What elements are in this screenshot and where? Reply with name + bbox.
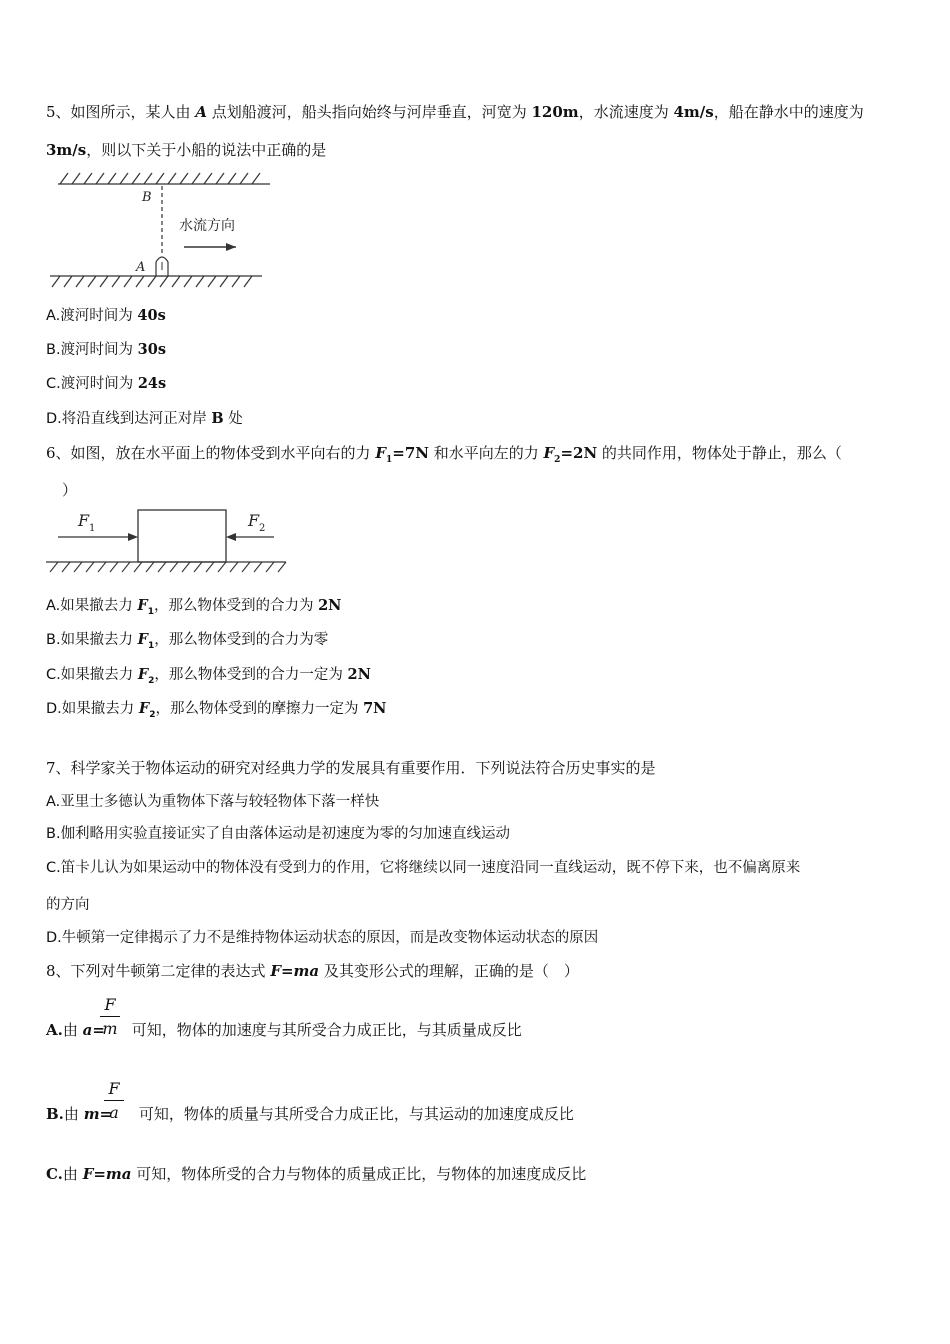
q6-f2-subscript: 2 <box>554 455 561 465</box>
fraction-numerator: F <box>108 1079 120 1098</box>
option-letter: D. <box>46 411 62 427</box>
option-letter: A. <box>46 794 61 810</box>
flow-arrow-icon <box>226 243 236 251</box>
q6-text: 的共同作用，物体处于静止，那么（ <box>597 444 842 462</box>
q6-option-a[interactable] <box>46 596 341 622</box>
arrow-right-icon <box>128 533 138 541</box>
q7-option-c[interactable] <box>46 858 800 878</box>
q6-stem-line1 <box>46 443 842 470</box>
arrow-left-icon <box>226 533 236 541</box>
option-force-sub: 1 <box>147 606 154 617</box>
option-text: 渡河时间为 <box>60 376 138 392</box>
q8-text: 8、下列对牛顿第二定律的表达式 <box>46 962 271 980</box>
q7-option-b[interactable] <box>46 824 510 844</box>
q6-option-b[interactable] <box>46 630 328 656</box>
q5-text: ，水流速度为 <box>578 103 674 121</box>
option-force: F <box>138 700 150 717</box>
option-letter: A. <box>46 598 61 614</box>
q7-option-a[interactable] <box>46 792 379 812</box>
option-text: 可知，物体的加速度与其所受合力成正比，与其质量成反比 <box>126 1021 522 1039</box>
option-value: 2N <box>318 597 342 614</box>
q5-option-d[interactable] <box>46 409 243 429</box>
label-f2-sub: 2 <box>259 523 266 534</box>
fraction-denominator: m <box>102 1019 118 1038</box>
label-f2: F <box>248 511 260 530</box>
fraction-numerator: F <box>104 995 116 1014</box>
option-letter: D. <box>46 930 62 946</box>
q6-f2-value: =2N <box>560 444 598 462</box>
option-text: 由 <box>63 1105 84 1123</box>
q5-stem-line1 <box>46 102 864 122</box>
option-letter: D. <box>46 701 62 717</box>
q5-stem-line2 <box>46 140 326 160</box>
option-value: 24s <box>137 375 167 392</box>
option-text: 由 <box>62 1021 83 1039</box>
option-text: 牛顿第一定律揭示了力不是维持物体运动状态的原因，而是改变物体运动状态的原因 <box>61 930 599 946</box>
option-letter: C. <box>46 1165 63 1183</box>
q5-text: 点划船渡河，船头指向始终与河岸垂直，河宽为 <box>206 103 532 121</box>
option-letter: C. <box>46 376 61 392</box>
label-f1-sub: 1 <box>89 523 96 534</box>
q6-f1-subscript: 1 <box>385 455 393 465</box>
option-value: 40s <box>137 307 166 324</box>
q6-force-f2: F <box>543 444 555 462</box>
q6-text: 6、如图，放在水平面上的物体受到水平向右的力 <box>46 444 376 462</box>
label-f1: F <box>78 511 90 530</box>
option-text: 如果撤去力 <box>60 667 138 683</box>
option-text: 由 <box>62 1165 83 1183</box>
q5-text: 5、如图所示，某人由 <box>46 103 196 121</box>
q5-text: ，船在静水中的速度为 <box>713 103 864 121</box>
q6-force-diagram <box>44 502 294 578</box>
q5-water-speed: 4m/s <box>673 103 714 121</box>
option-text: 伽利略用实验直接证实了自由落体运动是初速度为零的匀加速直线运动 <box>60 826 511 842</box>
option-text: 如果撤去力 <box>60 632 138 648</box>
q8-formula: F=ma <box>270 962 320 980</box>
option-letter: B. <box>46 342 61 358</box>
option-letter: B. <box>46 632 61 648</box>
q6-option-c[interactable] <box>46 665 371 691</box>
option-force: F <box>137 597 148 614</box>
option-text: 渡河时间为 <box>60 308 138 324</box>
option-letter: B. <box>46 1105 64 1123</box>
q8-stem <box>46 961 579 981</box>
option-text: ，那么物体受到的合力一定为 <box>154 667 348 683</box>
q5-river-width: 120m <box>531 103 579 121</box>
option-force: F <box>137 631 148 648</box>
option-text: 处 <box>223 411 243 427</box>
q5-text: ，则以下关于小船的说法中正确的是 <box>86 141 327 159</box>
q7-option-c-continued: 的方向 <box>46 897 90 913</box>
q6-text: 和水平向左的力 <box>428 444 544 462</box>
label-b: B <box>142 190 152 205</box>
option-text: ，那么物体受到的合力为零 <box>154 632 329 648</box>
q6-force-f1: F <box>375 444 386 462</box>
option-text: ，那么物体受到的合力为 <box>153 598 319 614</box>
option-value: B <box>211 410 224 427</box>
q6-stem-line2: ） <box>62 481 78 499</box>
option-force: F <box>137 666 149 683</box>
block <box>138 510 226 562</box>
fraction-denominator: a <box>109 1103 119 1122</box>
q8-fraction-b <box>104 1079 124 1122</box>
option-variable: F=ma <box>82 1165 132 1183</box>
option-text: 渡河时间为 <box>60 342 138 358</box>
option-letter: B. <box>46 826 61 842</box>
option-force-sub: 1 <box>147 640 155 651</box>
q8-option-b[interactable] <box>46 1104 574 1124</box>
q5-option-b[interactable] <box>46 340 166 360</box>
option-text: 亚里士多德认为重物体下落与较轻物体下落一样快 <box>60 794 380 810</box>
q7-option-d[interactable] <box>46 928 598 948</box>
q5-point-a: A <box>195 103 207 121</box>
option-letter: A. <box>46 308 61 324</box>
option-text: 可知，物体所受的合力与物体的质量成正比，与物体的加速度成反比 <box>131 1165 587 1183</box>
q8-option-c[interactable] <box>46 1164 586 1184</box>
option-letter: C. <box>46 860 61 876</box>
option-force-sub: 2 <box>149 709 156 720</box>
q8-fraction-a <box>100 995 120 1038</box>
q5-option-a[interactable] <box>46 306 166 326</box>
option-text: 如果撤去力 <box>60 598 138 614</box>
option-text: 笛卡儿认为如果运动中的物体没有受到力的作用，它将继续以同一速度沿同一直线运动，既不停下来，也不偏离原来 <box>60 860 801 876</box>
option-letter: C. <box>46 667 61 683</box>
q6-f1-value: =7N <box>392 444 429 462</box>
label-a: A <box>136 260 146 275</box>
flow-direction-label: 水流方向 <box>179 218 235 234</box>
option-text: ，那么物体受到的摩擦力一定为 <box>155 701 364 717</box>
option-text: 如果撤去力 <box>61 701 139 717</box>
option-value: 30s <box>137 341 167 358</box>
option-force-sub: 2 <box>148 675 155 686</box>
option-variable: a= <box>82 1021 105 1039</box>
q6-option-d[interactable] <box>46 699 386 725</box>
option-text: 将沿直线到达河正对岸 <box>61 411 212 427</box>
q5-boat-speed: 3m/s <box>46 141 87 159</box>
q8-text: 及其变形公式的理解，正确的是（ ） <box>319 962 579 980</box>
option-value: 7N <box>363 700 387 717</box>
option-text: 可知，物体的质量与其所受合力成正比，与其运动的加速度成反比 <box>134 1105 574 1123</box>
option-value: 2N <box>347 666 371 683</box>
q5-option-c[interactable] <box>46 374 166 394</box>
option-letter: A. <box>46 1021 63 1039</box>
q5-river-diagram <box>46 168 276 293</box>
option-variable: m= <box>83 1105 113 1123</box>
q7-stem: 7、科学家关于物体运动的研究对经典力学的发展具有重要作用．下列说法符合历史事实的是 <box>46 759 656 777</box>
